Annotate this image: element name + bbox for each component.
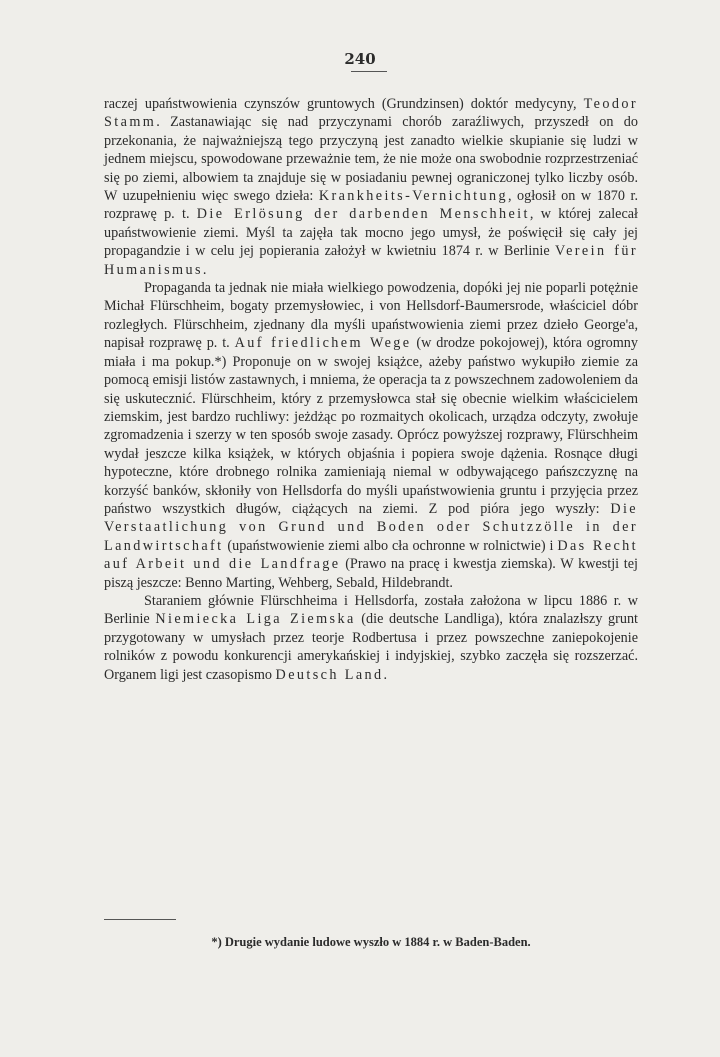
text-run: . Zastanawiając się nad przyczynami chorób zaraźliwych, przyszedł on do przekonania, że najważniejszą tego przyczyną jest zanadto wielkie skupianie się ludzi w jednem miejscu, spowodowane przeważnie tem, że nie może ona swobodnie rozprzestrzeniać się po ziemi, albowiem ta znajduje się w posiadaniu pewnej ograniczonej tylko liczby osób. W uzupełnieniu więc swego dzieła: [104,114,638,205]
spaced-emphasis: Auf friedlichem Wege [234,335,412,352]
paragraph [104,95,638,279]
text-run: (die deutsche Landliga), która znalazłszy grunt przygotowany w umysłach przez teorje Rodbertusa i przez powszechne zaniepokojenie rolników z powodu konkurencji amerykańskiej i indyjskiej, szybko zaczęła się rozszerzać. Organem ligi jest czasopismo [104,611,638,683]
text-run: (w drodze pokojowej), która ogromny miała i ma pokup.*) Proponuje on w swojej książce, ażeby państwo wykupiło ziemie za pomocą emisji listów zastawnych, i mniema, że operacja ta z powszechnem zadowoleniem da się uskutecznić. Flürschheim, który z przemysłowca stał się obecnie wielkim właścicielem ziemskim, jest bardzo ruchliwy: jeżdżąc po rozmaitych okolicach, urządza odczyty, zwołuje zgromadzenia i szerzy w ten sposób swoje zasady. Oprócz powyższej rozprawy, Flürschheim wydał jeszcze kilka książek, w których objaśnia i popiera swoje dążenia. Rosnące długi hypoteczne, które drobnego rolnika zamieniają niemal w odbywającego pańszczyznę na korzyść banków, skłoniły von Hellsdorfa do myśli upaństwowienia gruntu i przyjęcia przez państwo wszystkich długów, ciążących na ziemi. Z pod pióra jego wyszły: [104,335,638,517]
spaced-emphasis: Krankheits-Vernichtung [318,188,508,205]
text-run: Propaganda ta jednak nie miała wielkiego powodzenia, dopóki jej nie poparli potężnie Michał Flürschheim, bogaty przemysłowiec, i von Hellsdorf-Baumersrode, właściciel dóbr rozległych. Flürschheim, zjednany dla myśli upaństwowienia ziemi przez dzieło George'a, napisał rozprawę p. t. [104,280,638,352]
text-run: , ogłosił on w 1870 r. rozprawę p. t. [104,188,638,223]
spaced-emphasis: Verein für Humanismus [104,243,638,278]
page-number: 240 [344,50,376,68]
page-number-rule [351,71,387,72]
text-run: , w której zalecał upaństwowienie ziemi. Myśl ta zajęła tak mocno jego umysł, że poświęcił się cały jej propagandzie i w celu jej popierania założył w kwietniu 1874 r. w Berlinie [104,206,638,260]
text-run: . [383,666,388,683]
paragraph [104,592,638,684]
spaced-emphasis: Niemiecka Liga Ziemska [155,611,356,628]
spaced-emphasis: Die Verstaatlichung von Grund und Boden oder Schutzzölle in der Landwirtschaft [104,500,638,554]
text-run: Staraniem głównie Flürschheima i Hellsdorfa, została założona w lipcu 1886 r. w Berlinie [104,592,638,628]
spaced-emphasis: Teodor Stamm [104,96,638,131]
footnote: *) Drugie wydanie ludowe wyszło w 1884 r. w Baden-Baden. [211,935,531,949]
footnote-rule [104,919,176,920]
text-run: . [202,261,207,278]
text-run: raczej upaństwowienia czynszów gruntowych (Grundzinsen) doktór medycyny, [104,96,584,112]
text-run: (upaństwowienie ziemi albo cła ochronne w rolnictwie) i [223,537,558,554]
spaced-emphasis: Deutsch Land [275,666,384,683]
spaced-emphasis: Die Erlösung der darbenden Menschheit [196,206,530,223]
paragraph [104,279,638,592]
body-text [104,95,638,684]
spaced-emphasis: Das Recht auf Arbeit und die Landfrage [104,537,638,573]
text-run: (Prawo na pracę i kwestja ziemska). W kwestji tej piszą jeszcze: Benno Marting, Wehberg, Sebald, Hildebrandt. [104,556,638,591]
